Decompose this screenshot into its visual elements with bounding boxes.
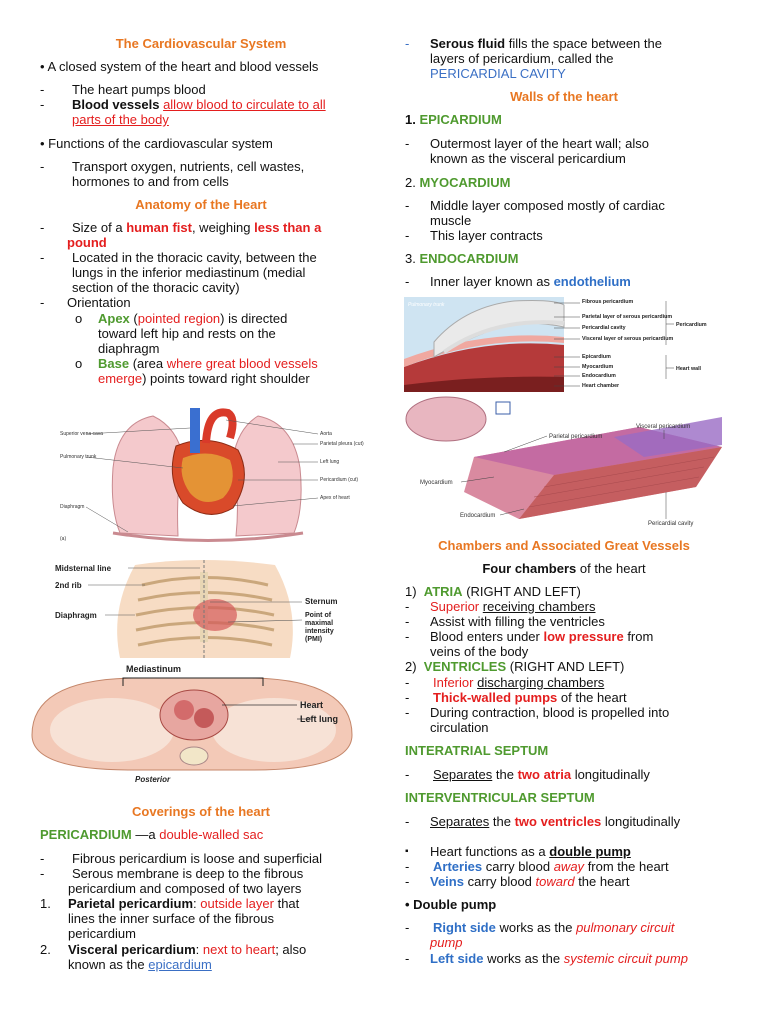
list-item: - Middle layer composed mostly of cardiac — [405, 198, 665, 213]
figure-label: Left lung — [320, 459, 340, 465]
list-item: - Fibrous pericardium is loose and superficial — [40, 851, 323, 866]
list-item: - Size of a human fist, weighing less than a — [40, 220, 322, 235]
heart-thorax-figure — [58, 398, 364, 546]
figure-label: Left lung — [300, 714, 338, 724]
figure-label: Visceral layer of serous pericardium — [582, 336, 674, 342]
chest-ribcage-figure — [50, 560, 360, 660]
list-item: - Serous fluid fills the space between the — [405, 36, 662, 51]
figure-label: Endocardium — [460, 513, 496, 519]
figure-label: Pericardium — [676, 322, 707, 328]
section-title-coverings: Coverings of the heart — [132, 804, 270, 819]
superior-vena-cava — [190, 408, 200, 453]
figure-label: Posterior — [135, 775, 171, 784]
list-item: - Left side works as the systemic circuit pump — [405, 951, 688, 966]
pericardium-line: PERICARDIUM —a double-walled sac — [40, 827, 264, 842]
figure-label: Epicardium — [582, 354, 611, 360]
list-item: - Inferior discharging chambers — [405, 675, 605, 690]
section-title-cardiovascular: The Cardiovascular System — [115, 36, 287, 51]
list-item: - Transport oxygen, nutrients, cell wastes, — [40, 159, 305, 174]
list-item: - Right side works as the pulmonary circuit — [405, 920, 675, 935]
figure-label: Pericardial cavity — [648, 521, 694, 527]
figure-label: Sternum — [305, 597, 338, 606]
endocardium-heading: 3. ENDOCARDIUM — [405, 251, 519, 266]
list-item-continued: parts of the body — [72, 112, 169, 127]
epicardium-link[interactable]: epicardium — [148, 957, 212, 972]
list-item: - The heart pumps blood — [40, 82, 206, 97]
ventricles-heading: 2) VENTRICLES (RIGHT AND LEFT) — [405, 659, 625, 674]
right-lung-section — [50, 698, 174, 762]
list-item: - Veins carry blood toward the heart — [405, 874, 630, 889]
figure-label: 2nd rib — [55, 581, 82, 590]
list-item: - Separates the two ventricles longitudinally — [405, 814, 681, 829]
figure-label: Mediastinum — [126, 664, 182, 674]
four-chambers: Four chambers of the heart — [482, 561, 646, 576]
myocardium-heading: 2. MYOCARDIUM — [405, 175, 511, 190]
figure-label: Myocardium — [420, 480, 453, 486]
svg-text:Point of: Point of — [305, 612, 332, 619]
figure-label: Heart wall — [676, 366, 702, 372]
double-pump-bullet: • Double pump — [405, 897, 497, 912]
figure-label: Pericardial cavity — [582, 325, 626, 331]
figure-label: Superior vena cava — [60, 431, 104, 437]
list-item: - During contraction, blood is propelled into — [405, 705, 670, 720]
list-item: - This layer contracts — [405, 228, 543, 243]
section-title-chambers: Chambers and Associated Great Vessels — [438, 538, 690, 553]
figure-label: Heart chamber — [582, 383, 620, 389]
heart-inset — [406, 397, 486, 441]
list-item: - Separates the two atria longitudinally — [405, 767, 650, 782]
figure-label: Fibrous pericardium — [582, 299, 634, 305]
figure-label: Pericardium (cut) — [320, 477, 359, 483]
base-item: o Base (area where great blood vessels — [75, 356, 318, 371]
section-title-anatomy: Anatomy of the Heart — [135, 197, 267, 212]
figure-label: Aorta — [320, 431, 332, 437]
svg-text:intensity: intensity — [305, 628, 334, 635]
figure-label: Endocardium — [582, 373, 616, 379]
figure-label: Myocardium — [582, 364, 614, 370]
figure-label: Parietal layer of serous pericardium — [582, 314, 673, 320]
list-item: ▪ Heart functions as a double pump — [405, 844, 631, 859]
atria-heading: 1) ATRIA (RIGHT AND LEFT) — [405, 584, 581, 599]
myocardium-block-figure — [404, 397, 726, 527]
epicardium-heading: 1. EPICARDIUM — [405, 112, 502, 127]
interatrial-heading: INTERATRIAL SEPTUM — [405, 743, 549, 758]
list-item: - Arteries carry blood away from the heart — [405, 859, 669, 874]
list-item: - Superior receiving chambers — [405, 599, 596, 614]
visceral-item: 2. Visceral pericardium: next to heart; also — [40, 942, 307, 957]
figure-label: Heart — [300, 700, 324, 710]
figure-label: Visceral pericardium — [636, 424, 691, 430]
figure-label: Diaphragm — [55, 611, 97, 620]
figure-label: Apex of heart — [320, 495, 350, 501]
list-item: - Blood vessels allow blood to circulate to all — [40, 97, 326, 112]
figure-label: Pulmonary trunk — [60, 454, 97, 460]
figure-label: Midsternal line — [55, 564, 112, 573]
list-item: - Serous membrane is deep to the fibrous — [40, 866, 304, 881]
list-item: - Located in the thoracic cavity, between the — [40, 250, 317, 265]
heart-wall-layers-figure — [404, 297, 726, 392]
list-item: - Thick-walled pumps of the heart — [405, 690, 627, 705]
list-item: - Outermost layer of the heart wall; also — [405, 136, 649, 151]
svg-text:maximal: maximal — [305, 620, 334, 627]
figure-label: Diaphragm — [60, 504, 85, 510]
intro-bullet: • A closed system of the heart and blood vessels — [40, 59, 319, 74]
functions-bullet: • Functions of the cardiovascular system — [40, 136, 273, 151]
mediastinum-figure — [22, 660, 362, 785]
section-title-walls: Walls of the heart — [510, 89, 618, 104]
figure-label: Parietal pleura (cut) — [320, 441, 364, 447]
list-item: - Blood enters under low pressure from — [405, 629, 654, 644]
interventricular-heading: INTERVENTRICULAR SEPTUM — [405, 790, 595, 805]
list-item: - Inner layer known as endothelium — [405, 274, 631, 289]
heart-outline — [193, 599, 237, 631]
figure-tag: (a) — [60, 536, 67, 542]
figure-label: Parietal pericardium — [549, 434, 603, 440]
list-item: - Assist with filling the ventricles — [405, 614, 605, 629]
svg-text:(PMI): (PMI) — [305, 636, 323, 643]
parietal-item: 1. Parietal pericardium: outside layer that — [40, 896, 300, 911]
apex-item: o Apex (pointed region) is directed — [75, 311, 288, 326]
heart-section — [160, 690, 228, 740]
figure-label: Pulmonary trunk — [408, 302, 445, 308]
list-item: - Orientation — [40, 295, 131, 310]
